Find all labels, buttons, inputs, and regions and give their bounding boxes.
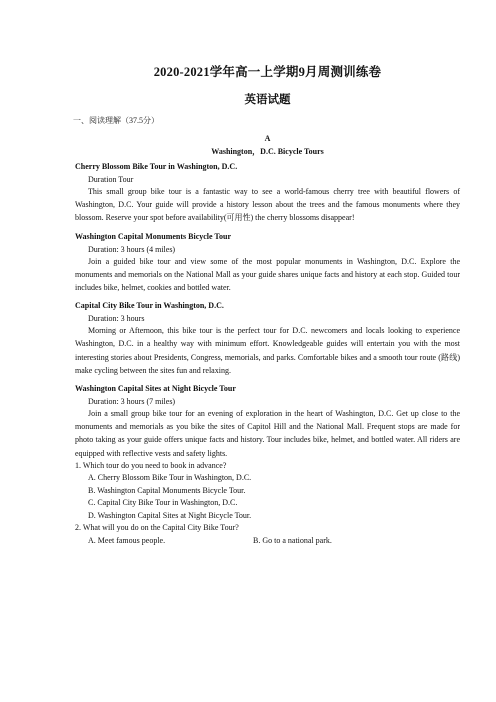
tour-description: Morning or Afternoon, this bike tour is the perfect tour for D.C. newcomers and locals looking to experience Washington, D.C. in a healthy way with minimum effort. Knowledgeable guides will entertain you with the most interesting stories about Presidents, Congress, memorials, and parks. Comfortable bikes and a smooth tour route (路线) make cycling between the sites fun and relaxing. <box>75 326 460 375</box>
tour-block-2 <box>75 231 460 295</box>
exam-title: 2020-2021学年高一上学期9月周测训练卷 <box>153 65 382 79</box>
passage-title: Washington，D.C. Bicycle Tours <box>211 147 324 156</box>
option-b: B. Washington Capital Monuments Bicycle Tour. <box>88 485 246 495</box>
passage-letter: A <box>264 134 271 143</box>
question-2 <box>75 522 460 547</box>
exam-subtitle: 英语试题 <box>244 94 291 106</box>
tour-block-4 <box>75 383 460 460</box>
question-stem: 1. Which tour do you need to book in advance? <box>75 460 227 470</box>
option-a: A. Meet famous people. <box>88 535 166 545</box>
option-a: A. Cherry Blossom Bike Tour in Washington, D.C. <box>88 473 252 483</box>
tour-name: Capital City Bike Tour in Washington, D.C. <box>75 301 224 311</box>
tour-name: Cherry Blossom Bike Tour in Washington, D.C. <box>75 162 238 171</box>
option-c: C. Capital City Bike Tour in Washington, D.C. <box>88 498 238 508</box>
tour-block-3 <box>75 300 460 377</box>
option-d: D. Washington Capital Sites at Night Bicycle Tour. <box>88 510 252 520</box>
tour-duration: Duration: 3 hours (4 miles) <box>88 244 176 254</box>
tour-name: Washington Capital Monuments Bicycle Tour <box>75 231 232 241</box>
tour-description: Join a small group bike tour for an evening of exploration in the heart of Washington, D.C. Get up close to the monuments and memorials as you bike the sites of Capitol Hill and the National Mall. Frequent stops are made for photo taking as your guide offers unique facts and history. Tour includes bike, helmet, and bottled water. All riders are equipped with reflective vests and safety lights. <box>75 409 460 458</box>
tour-duration: Duration: 3 hours (7 miles) <box>88 397 176 407</box>
tour-block-1 <box>75 161 460 225</box>
tour-duration: Duration: 3 hours <box>88 314 145 324</box>
tour-description: This small group bike tour is a fantastic way to see a world-famous cherry tree with beautiful flowers of Washington, D.C. Your guide will provide a history lesson about the trees and the famous monuments where they blossom. Reserve your spot before availability(可用性) the cherry blossoms disappear! <box>75 187 460 223</box>
tour-name: Washington Capital Sites at Night Bicycle Tour <box>75 384 236 394</box>
question-1 <box>75 460 460 523</box>
section-heading: 一、阅读理解（37.5分） <box>73 116 159 125</box>
tour-description: Join a guided bike tour and view some of the most popular monuments in Washington, D.C. Explore the monuments and memorials on the National Mall as your guide shares unique facts and history at each stop. Guided tour includes bike, helmet, cookies and bottled water. <box>75 256 460 293</box>
question-stem: 2. What will you do on the Capital City Bike Tour? <box>75 523 239 533</box>
option-row <box>75 535 460 548</box>
tour-duration: Duration Tour <box>88 175 134 184</box>
option-b: B. Go to a national park. <box>253 535 332 545</box>
